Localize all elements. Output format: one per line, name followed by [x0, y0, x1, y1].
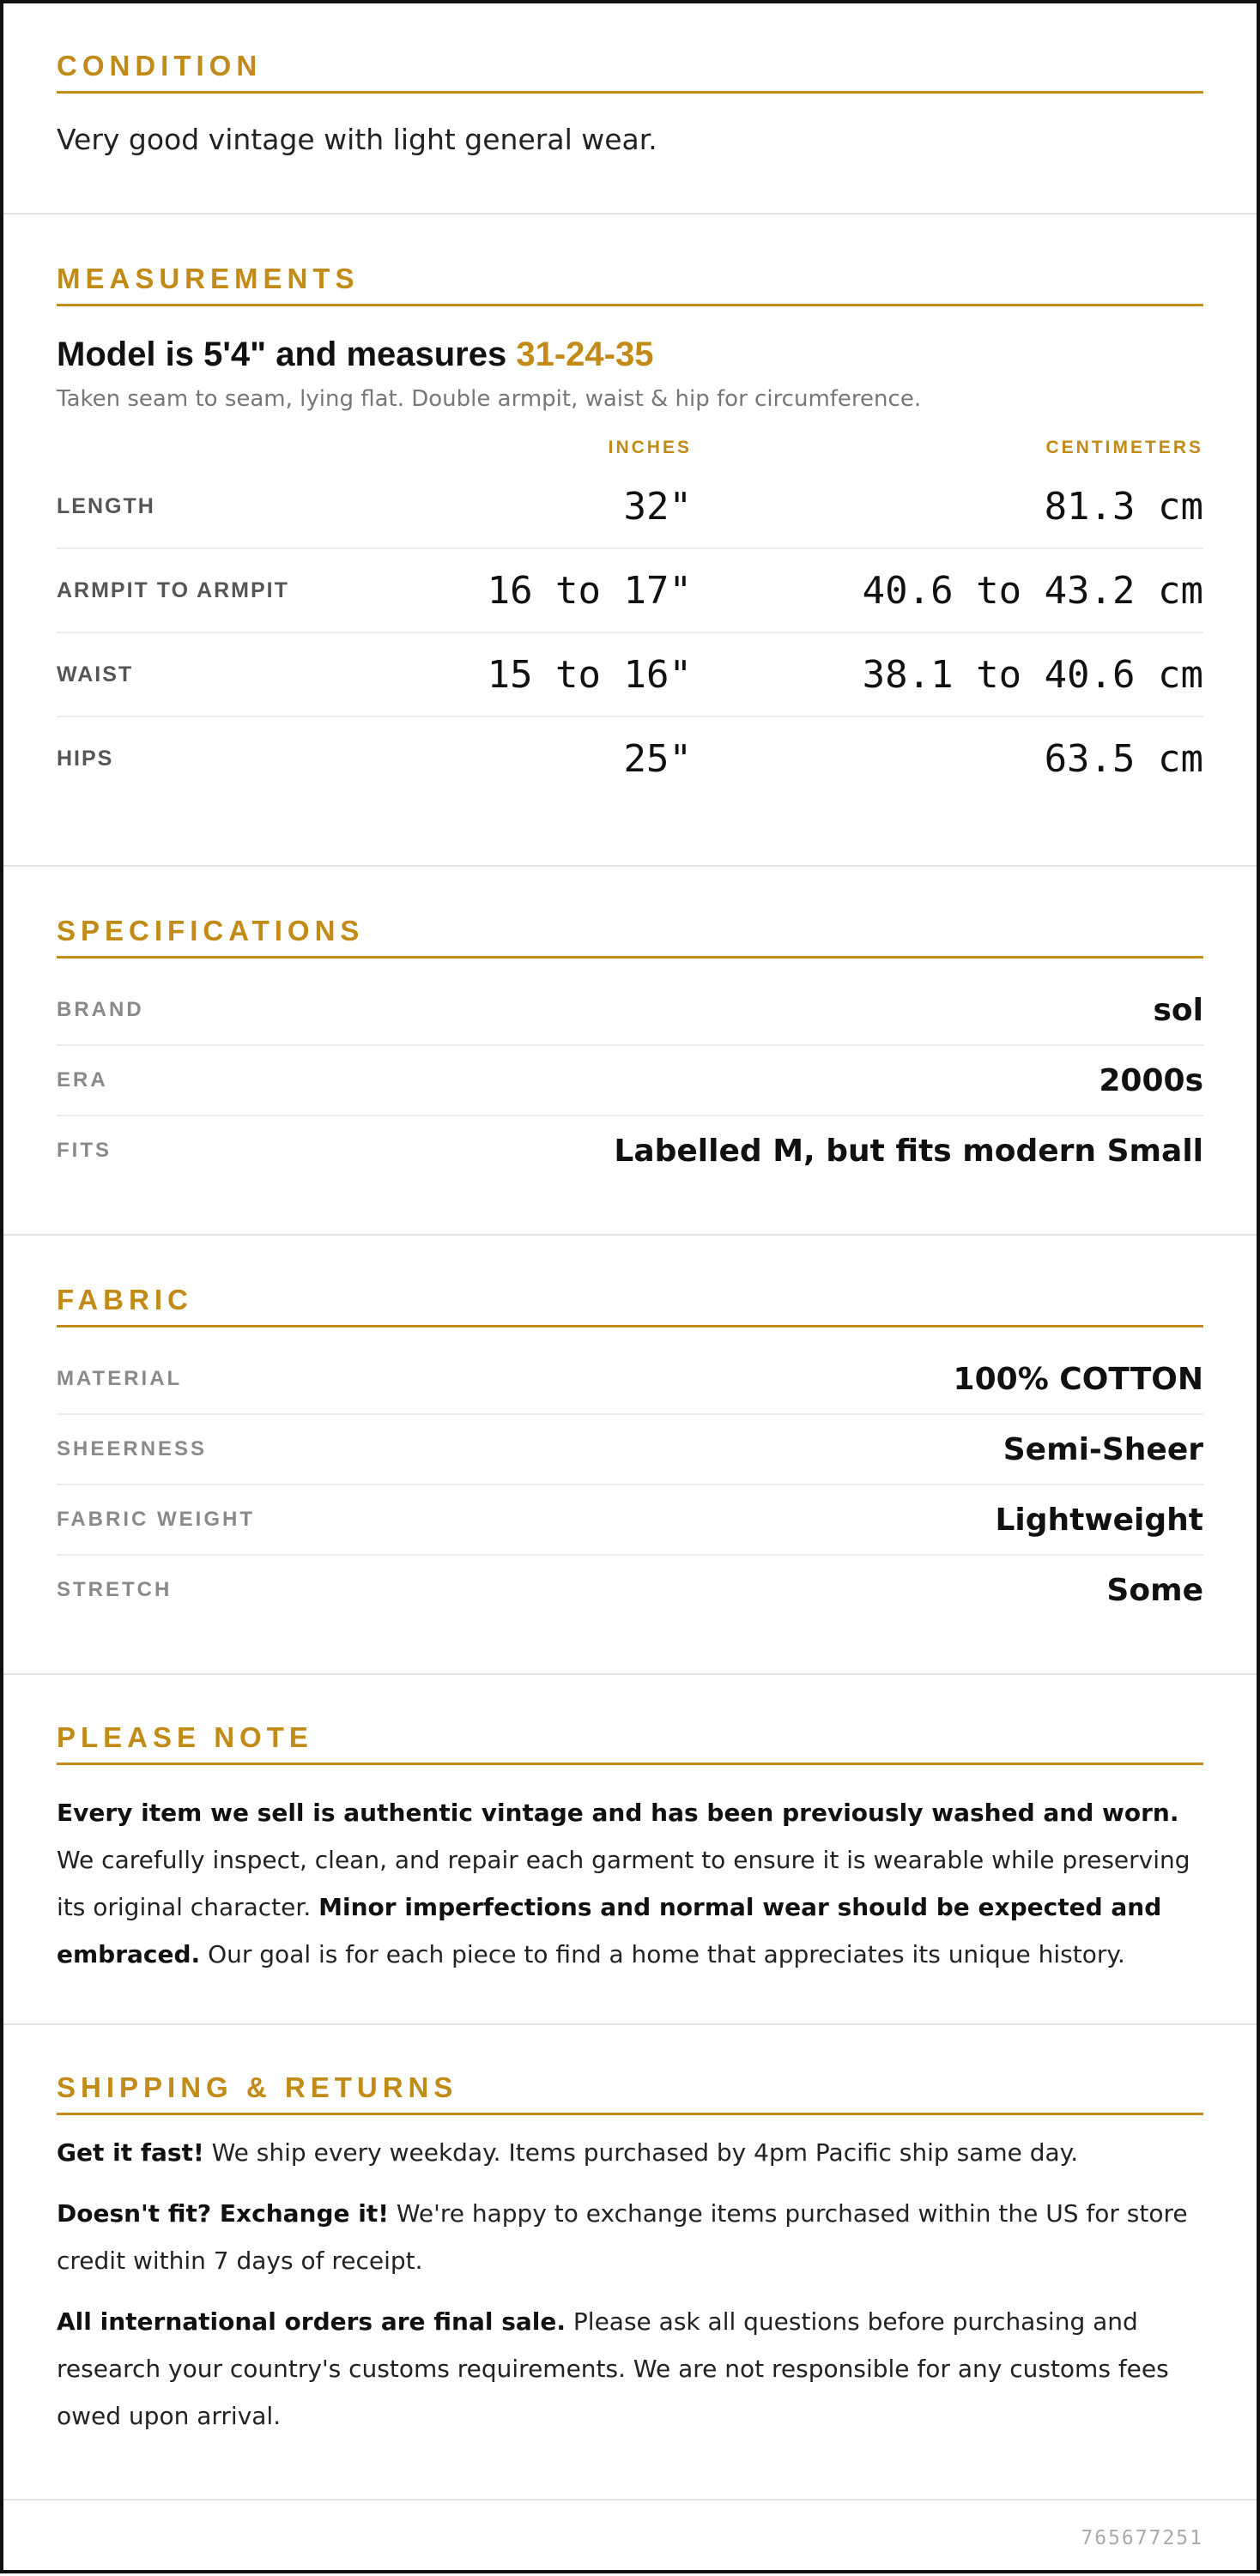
measurement-cm: 40.6 to 43.2 cm [862, 568, 1203, 613]
measurements-section [3, 215, 1257, 867]
measurements-table [57, 431, 1203, 800]
measurement-cm: 38.1 to 40.6 cm [862, 652, 1203, 697]
shipping-paragraph-3 [57, 2298, 1203, 2440]
fabric-value: Lightweight [995, 1502, 1203, 1538]
fabric-value: 100% COTTON [953, 1361, 1203, 1397]
shipping-paragraph-1 [57, 2129, 1203, 2176]
shipping-bold: Get it fast! [57, 2138, 204, 2167]
inches-column-header: INCHES [608, 438, 692, 457]
spec-value: Labelled M, but fits modern Small [614, 1133, 1203, 1169]
fabric-section [3, 1236, 1257, 1675]
fabric-row-stretch [57, 1556, 1203, 1624]
measurement-inches: 16 to 17" [487, 568, 692, 613]
shipping-paragraph-2 [57, 2190, 1203, 2284]
footer [3, 2500, 1257, 2576]
model-info [57, 336, 1203, 374]
fabric-list [57, 1345, 1203, 1624]
measurement-inches: 32" [623, 484, 692, 529]
measurements-header-row [57, 431, 1203, 465]
spec-label: FITS [57, 1139, 112, 1162]
note-text-2: Our goal is for each piece to find a home that appreciates its unique history. [200, 1940, 1125, 1968]
fabric-heading: FABRIC [57, 1284, 1203, 1327]
fabric-value: Semi-Sheer [1003, 1431, 1203, 1467]
shipping-text: We ship every weekday. Items purchased by 4pm Pacific ship same day. [203, 2138, 1079, 2167]
spec-row-era [57, 1046, 1203, 1116]
please-note-text [57, 1789, 1203, 1978]
spec-row-brand [57, 976, 1203, 1046]
shipping-bold: Doesn't fit? Exchange it! [57, 2199, 389, 2228]
fabric-label: MATERIAL [57, 1367, 183, 1390]
measurement-row-waist [57, 633, 1203, 717]
please-note-section [3, 1675, 1257, 2025]
specifications-section [3, 867, 1257, 1236]
measurement-cm: 63.5 cm [1044, 736, 1203, 781]
shipping-text: Please ask all questions before purchasing and research your country's customs requirements. We are not responsible for any customs fees owed upon arrival. [57, 2307, 1169, 2430]
fabric-label: STRETCH [57, 1578, 173, 1601]
condition-text: Very good vintage with light general wear. [57, 123, 657, 156]
shipping-section [3, 2025, 1257, 2500]
fabric-label: FABRIC WEIGHT [57, 1508, 255, 1531]
shipping-text: We're happy to exchange items purchased within the US for store credit within 7 days of receipt. [57, 2199, 1188, 2275]
centimeters-column-header: CENTIMETERS [1045, 438, 1203, 457]
shipping-heading: SHIPPING & RETURNS [57, 2071, 1203, 2115]
measurement-label: LENGTH [57, 493, 155, 518]
note-text-1: We carefully inspect, clean, and repair each garment to ensure it is wearable while preserving its original character. [57, 1846, 1190, 1921]
model-prefix: Model is 5'4" and measures [57, 336, 517, 373]
measurement-note: Taken seam to seam, lying flat. Double armpit, waist & hip for circumference. [57, 386, 922, 412]
measurement-cm: 81.3 cm [1044, 484, 1203, 529]
measurement-label: HIPS [57, 746, 114, 771]
fabric-label: SHEERNESS [57, 1437, 208, 1460]
specifications-heading: SPECIFICATIONS [57, 915, 1203, 958]
note-bold-1: Every item we sell is authentic vintage and has been previously washed and worn. [57, 1799, 1179, 1827]
model-measures: 31-24-35 [516, 336, 654, 373]
spec-value: sol [1153, 992, 1203, 1028]
note-bold-2: Minor imperfections and normal wear should be expected and embraced. [57, 1893, 1162, 1968]
fabric-value: Some [1106, 1572, 1203, 1608]
condition-section [3, 3, 1257, 215]
measurements-heading: MEASUREMENTS [57, 263, 1203, 306]
measurement-row-hips [57, 717, 1203, 800]
measurement-inches: 15 to 16" [487, 652, 692, 697]
fabric-row-weight [57, 1485, 1203, 1556]
measurement-inches: 25" [623, 736, 692, 781]
spec-label: BRAND [57, 998, 144, 1021]
measurement-row-armpit [57, 549, 1203, 633]
product-id: 765677251 [1081, 2527, 1203, 2549]
spec-row-fits [57, 1116, 1203, 1185]
specifications-list [57, 976, 1203, 1185]
shipping-bold: All international orders are final sale. [57, 2307, 566, 2336]
measurement-row-length [57, 465, 1203, 549]
measurement-label: WAIST [57, 662, 134, 686]
measurement-label: ARMPIT TO ARMPIT [57, 577, 289, 602]
spec-label: ERA [57, 1068, 108, 1091]
please-note-heading: PLEASE NOTE [57, 1721, 1203, 1765]
fabric-row-sheerness [57, 1415, 1203, 1485]
fabric-row-material [57, 1345, 1203, 1415]
condition-heading: CONDITION [57, 50, 1203, 94]
spec-value: 2000s [1099, 1062, 1203, 1098]
